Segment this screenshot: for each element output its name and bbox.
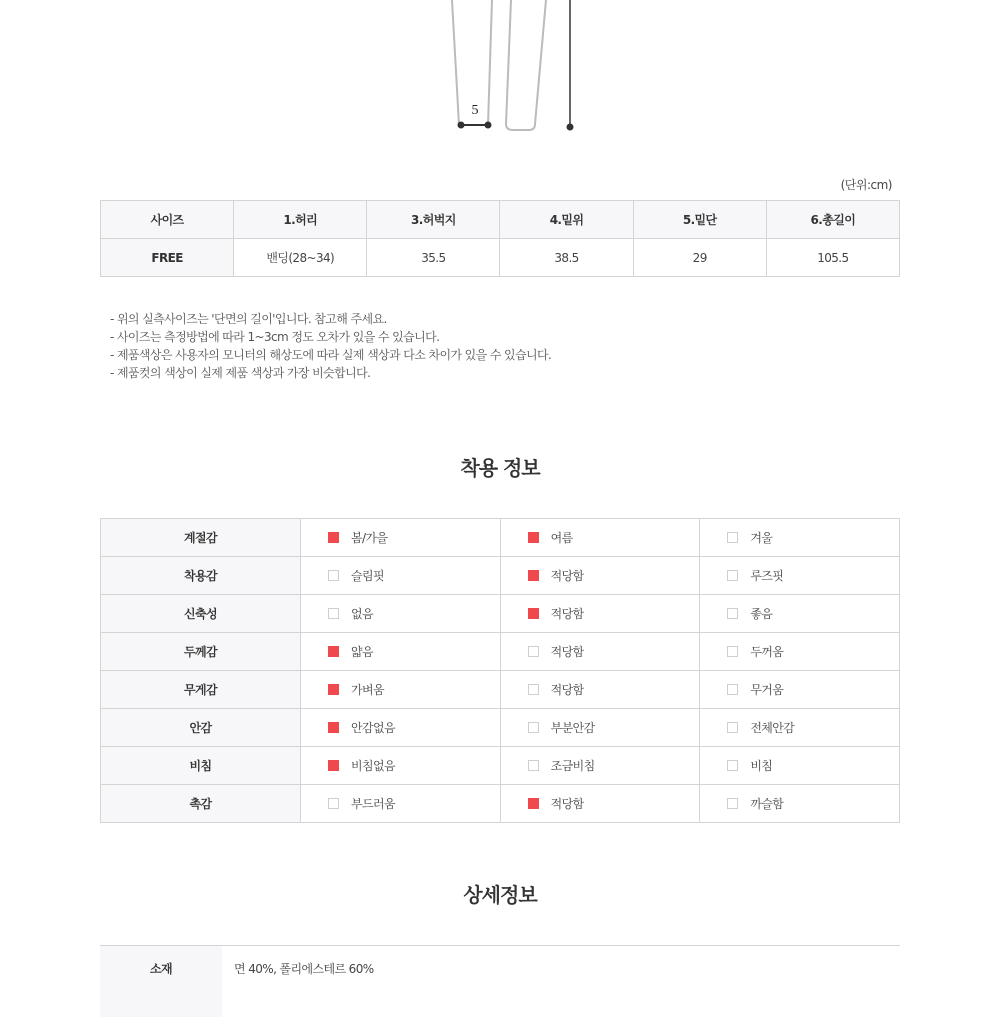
size-table-cell: 35.5	[367, 239, 500, 277]
size-table-header-cell: 1.허리	[234, 201, 367, 239]
wear-info-option-cell	[301, 785, 501, 823]
wear-info-row-label: 무게감	[101, 671, 301, 709]
wear-info-option	[301, 757, 500, 774]
pants-leg-right-outline	[506, 0, 546, 130]
checked-checkbox-icon	[328, 646, 339, 657]
hem-measure-point-left	[458, 122, 465, 129]
unchecked-checkbox-icon	[727, 570, 738, 581]
wear-info-option-label: 가벼움	[351, 681, 384, 698]
size-notes	[110, 310, 551, 382]
wear-info-row	[101, 595, 900, 633]
detail-info-title: 상세정보	[0, 879, 1000, 908]
wear-info-option	[301, 567, 500, 584]
checked-checkbox-icon	[528, 570, 539, 581]
checked-checkbox-icon	[328, 722, 339, 733]
unchecked-checkbox-icon	[528, 722, 539, 733]
wear-info-option	[501, 605, 700, 622]
wear-info-option-cell	[301, 633, 501, 671]
wear-info-option	[700, 719, 899, 736]
wear-info-option	[301, 795, 500, 812]
wear-info-row-label: 계절감	[101, 519, 301, 557]
wear-info-option-label: 루즈핏	[750, 567, 783, 584]
wear-info-option	[501, 681, 700, 698]
unchecked-checkbox-icon	[328, 608, 339, 619]
wear-info-option-label: 비침없음	[351, 757, 395, 774]
wear-info-option-label: 전체안감	[750, 719, 794, 736]
unchecked-checkbox-icon	[727, 684, 738, 695]
unchecked-checkbox-icon	[727, 760, 738, 771]
size-table-cell: 38.5	[500, 239, 633, 277]
unchecked-checkbox-icon	[727, 532, 738, 543]
size-note-item: - 위의 실측사이즈는 '단면의 길이'입니다. 참고해 주세요.	[110, 310, 551, 328]
wear-info-row-label: 신축성	[101, 595, 301, 633]
wear-info-option	[501, 757, 700, 774]
wear-info-option-cell	[301, 709, 501, 747]
wear-info-option-cell	[500, 747, 700, 785]
wear-info-option-label: 적당함	[551, 605, 584, 622]
checked-checkbox-icon	[328, 760, 339, 771]
size-table-header-row	[101, 201, 900, 239]
wear-info-option	[501, 719, 700, 736]
wear-info-option-label: 슬림핏	[351, 567, 384, 584]
size-table-header-cell: 5.밑단	[633, 201, 766, 239]
pants-measurement-diagram	[0, 0, 1000, 140]
wear-info-option-cell	[500, 633, 700, 671]
wear-info-table	[100, 518, 900, 823]
wear-info-option	[700, 567, 899, 584]
wear-info-row	[101, 671, 900, 709]
wear-info-option-cell	[700, 747, 900, 785]
wear-info-option-label: 부드러움	[351, 795, 395, 812]
wear-info-option-cell	[301, 557, 501, 595]
detail-info-table	[100, 945, 900, 1017]
wear-info-option-cell	[700, 785, 900, 823]
wear-info-row-label: 착용감	[101, 557, 301, 595]
detail-info-label: 소재	[100, 946, 222, 1017]
wear-info-option	[301, 719, 500, 736]
wear-info-row-label: 촉감	[101, 785, 301, 823]
size-table-header-cell: 사이즈	[101, 201, 234, 239]
checked-checkbox-icon	[528, 798, 539, 809]
wear-info-option-cell	[500, 557, 700, 595]
wear-info-row	[101, 519, 900, 557]
wear-info-option-cell	[700, 557, 900, 595]
wear-info-option	[301, 529, 500, 546]
size-note-item: - 제품색상은 사용자의 모니터의 해상도에 따라 실제 색상과 다소 차이가 있을 수 있습니다.	[110, 346, 551, 364]
wear-info-option	[501, 795, 700, 812]
wear-info-option-label: 조금비침	[551, 757, 595, 774]
size-table	[100, 200, 900, 277]
wear-info-row-label: 안감	[101, 709, 301, 747]
unchecked-checkbox-icon	[727, 798, 738, 809]
unchecked-checkbox-icon	[727, 722, 738, 733]
wear-info-option	[700, 681, 899, 698]
wear-info-option	[301, 681, 500, 698]
wear-info-option-cell	[301, 595, 501, 633]
wear-info-option	[501, 567, 700, 584]
wear-info-row	[101, 709, 900, 747]
unchecked-checkbox-icon	[727, 646, 738, 657]
wear-info-option-label: 적당함	[551, 567, 584, 584]
wear-info-option-label: 얇음	[351, 643, 373, 660]
wear-info-option-label: 적당함	[551, 643, 584, 660]
wear-info-option-label: 적당함	[551, 795, 584, 812]
wear-info-option-cell	[301, 519, 501, 557]
wear-info-option-cell	[500, 785, 700, 823]
wear-info-option	[700, 643, 899, 660]
wear-info-option-cell	[700, 633, 900, 671]
wear-info-option-cell	[500, 519, 700, 557]
wear-info-row-label: 두께감	[101, 633, 301, 671]
wear-info-option	[700, 757, 899, 774]
size-note-item: - 제품컷의 색상이 실제 제품 색상과 가장 비슷합니다.	[110, 364, 551, 382]
wear-info-option-label: 없음	[351, 605, 373, 622]
checked-checkbox-icon	[528, 608, 539, 619]
wear-info-option-label: 부분안감	[551, 719, 595, 736]
size-table-header-cell: 6.총길이	[766, 201, 899, 239]
hem-measure-label: 5	[472, 103, 479, 118]
wear-info-row	[101, 633, 900, 671]
size-table-row	[101, 239, 900, 277]
wear-info-option	[700, 795, 899, 812]
wear-info-row	[101, 747, 900, 785]
wear-info-option-cell	[301, 671, 501, 709]
size-table-header-cell: 4.밑위	[500, 201, 633, 239]
unchecked-checkbox-icon	[528, 646, 539, 657]
wear-info-option-cell	[700, 671, 900, 709]
wear-info-option	[700, 605, 899, 622]
length-measure-point	[567, 124, 574, 131]
checked-checkbox-icon	[328, 684, 339, 695]
wear-info-option-label: 안감없음	[351, 719, 395, 736]
wear-info-option-label: 두꺼움	[750, 643, 783, 660]
size-table-cell: 밴딩(28~34)	[234, 239, 367, 277]
wear-info-option-cell	[301, 747, 501, 785]
wear-info-option-label: 봄/가을	[351, 529, 387, 546]
unchecked-checkbox-icon	[328, 798, 339, 809]
wear-info-option-cell	[500, 595, 700, 633]
size-table-header-cell: 3.허벅지	[367, 201, 500, 239]
size-unit-label: (단위:cm)	[841, 176, 892, 193]
wear-info-row	[101, 785, 900, 823]
wear-info-option	[700, 529, 899, 546]
size-table-cell: 29	[633, 239, 766, 277]
wear-info-option	[301, 643, 500, 660]
wear-info-option-cell	[700, 709, 900, 747]
wear-info-option-label: 적당함	[551, 681, 584, 698]
unchecked-checkbox-icon	[727, 608, 738, 619]
wear-info-row-label: 비침	[101, 747, 301, 785]
wear-info-option-cell	[500, 709, 700, 747]
wear-info-option-cell	[700, 595, 900, 633]
unchecked-checkbox-icon	[528, 684, 539, 695]
size-table-cell: 105.5	[766, 239, 899, 277]
wear-info-option-label: 좋음	[750, 605, 772, 622]
wear-info-option-label: 비침	[750, 757, 772, 774]
wear-info-option-label: 여름	[551, 529, 573, 546]
wear-info-option-label: 겨울	[750, 529, 772, 546]
wear-info-option-label: 무거움	[750, 681, 783, 698]
detail-info-row	[100, 946, 900, 1017]
wear-info-option	[501, 643, 700, 660]
wear-info-option	[501, 529, 700, 546]
wear-info-option-cell	[500, 671, 700, 709]
detail-info-value: 면 40%, 폴리에스테르 60%	[222, 946, 900, 1017]
hem-measure-point-right	[485, 122, 492, 129]
size-note-item: - 사이즈는 측정방법에 따라 1~3cm 정도 오차가 있을 수 있습니다.	[110, 328, 551, 346]
wear-info-option	[301, 605, 500, 622]
unchecked-checkbox-icon	[528, 760, 539, 771]
unchecked-checkbox-icon	[328, 570, 339, 581]
wear-info-title: 착용 정보	[0, 452, 1000, 481]
checked-checkbox-icon	[328, 532, 339, 543]
checked-checkbox-icon	[528, 532, 539, 543]
wear-info-option-label: 까슬함	[750, 795, 783, 812]
wear-info-row	[101, 557, 900, 595]
wear-info-option-cell	[700, 519, 900, 557]
size-table-row-label: FREE	[101, 239, 234, 277]
